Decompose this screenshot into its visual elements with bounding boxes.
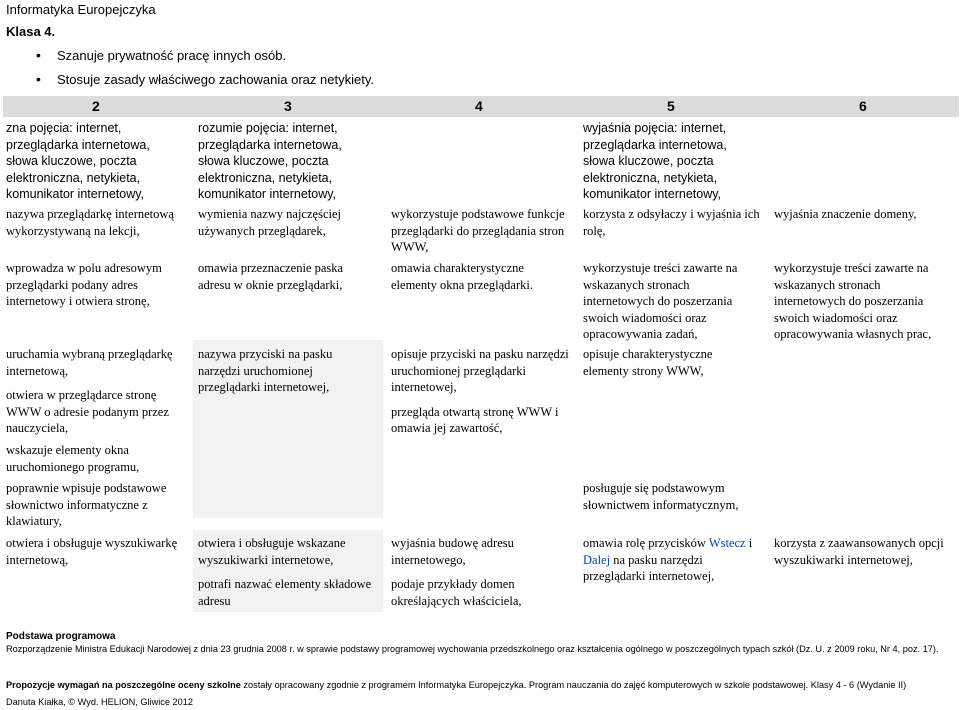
req-r1-grade3: rozumie pojęcia: internet, przeglądarka internetowa, słowa kluczowe, poczta elektroniczna, netykieta, komunikator internetowy, [198, 121, 342, 201]
req-r3-grade4: omawia charakterystyczne elementy okna przeglądarki. [391, 261, 533, 292]
req-r3-grade5: wykorzystuje treści zawarte na wskazanych stronach internetowych do poszerzania swoich wiadomości oraz opracowywania zadań, [583, 261, 738, 341]
subject-title: Informatyka Europejczyka [6, 2, 156, 17]
req-r7-grade5: omawia rolę przycisków Wstecz i Dalej na pasku narzędzi przeglądarki internetowej, [583, 536, 753, 583]
req-r2-grade2: nazywa przeglądarkę internetową wykorzystywaną na lekcji, [6, 207, 174, 238]
req-r4-grade3: nazywa przyciski na pasku narzędzi uruchomionej przeglądarki internetowej, [198, 347, 333, 394]
req-r2-grade4: wykorzystuje podstawowe funkcje przeglądarki do przeglądania stron WWW, [391, 207, 565, 254]
req-r2-grade6: wyjaśnia znaczenie domeny, [774, 207, 917, 221]
req-r2-grade5: korzysta z odsyłaczy i wyjaśnia ich rolę, [583, 207, 760, 238]
general-requirements-list [36, 47, 374, 95]
req-r7-grade6: korzysta z zaawansowanych opcji wyszukiwarki internetowej, [774, 536, 944, 567]
req-r1-grade5: wyjaśnia pojęcia: internet, przeglądarka internetowa, słowa kluczowe, poczta elektroniczna, netykieta, komunikator internetowy, [583, 121, 727, 201]
req-r3-grade3: omawia przeznaczenie paska adresu w oknie przeglądarki, [198, 261, 344, 292]
req-r4-grade2: uruchamia wybraną przeglądarkę internetową, otwiera w przeglądarce stronę WWW o adresie podanym przez nauczyciela, [6, 347, 173, 435]
req-r3-grade2: wprowadza w polu adresowym przeglądarki podany adres internetowy i otwiera stronę, [6, 261, 162, 308]
req-r4-grade4: opisuje przyciski na pasku narzędzi uruchomionej przeglądarki internetowej, przegląda otwartą stronę WWW i omawia jej zawartość, [391, 347, 569, 435]
req-r6-grade2: poprawnie wpisuje podstawowe słownictwo informatyczne z klawiatury, [6, 481, 167, 528]
grade-2-header: 2 [92, 98, 100, 114]
req-r1-grade2: zna pojęcia: internet, przeglądarka internetowa, słowa kluczowe, poczta elektroniczna, netykieta, komunikator internetowy, [6, 121, 150, 201]
req-r3-grade6: wykorzystuje treści zawarte na wskazanych stronach internetowych do poszerzania swoich wiadomości oraz opracowywania własnych prac, [774, 261, 932, 341]
keyword-back: Wstecz [708, 536, 746, 550]
footer-law: Rozporządzenie Ministra Edukacji Narodowej z dnia 23 grudnia 2008 r. w sprawie podstawy programowej wychowania przedszkolnego oraz kształcenia ogólnego w poszczególnych typach szkół (Dz. U. z 2009 roku, Nr 4, poz. 17). [6, 644, 939, 654]
grade-header-row [3, 96, 959, 117]
req-r5-grade2: wskazuje elementy okna uruchomionego programu, [6, 443, 140, 474]
list-item: • Stosuje zasady właściwego zachowania oraz netykiety. [36, 71, 374, 95]
list-item: • Szanuje prywatność pracę innych osób. [36, 47, 374, 71]
req-r2-grade3: wymienia nazwy najczęściej używanych przeglądarek, [198, 207, 341, 238]
req-r7-grade4: wyjaśnia budowę adresu internetowego, podaje przykłady domen określających właściciela, [391, 536, 522, 608]
keyword-forward: Dalej [583, 552, 611, 567]
req-r6-grade5: posługuje się podstawowym słownictwem informatycznym, [583, 481, 739, 512]
grade-3-header: 3 [284, 98, 292, 114]
req-r7-grade2: otwiera i obsługuje wyszukiwarkę internetową, [6, 536, 178, 567]
class-label: Klasa 4. [6, 24, 56, 39]
req-r7-grade3: otwiera i obsługuje wskazane wyszukiwarki internetowe, potrafi nazwać elementy składowe adresu [198, 536, 372, 608]
footer-proposal: Propozycje wymagań na poszczególne oceny szkolne zostały opracowany zgodnie z programem Informatyka Europejczyka. Program nauczania do zajęć komputerowych w szkole podstawowej. Klasy 4 - 6 (Wydanie II) [6, 680, 907, 690]
grade-4-header: 4 [475, 98, 483, 114]
req-r4-grade5: opisuje charakterystyczne elementy strony WWW, [583, 347, 713, 378]
grade-6-header: 6 [859, 98, 867, 114]
footer-author: Danuta Kiałka, © Wyd. HELION, Gliwice 2012 [6, 697, 193, 707]
footer-heading: Podstawa programowa [6, 631, 116, 642]
grade-5-header: 5 [667, 98, 675, 114]
